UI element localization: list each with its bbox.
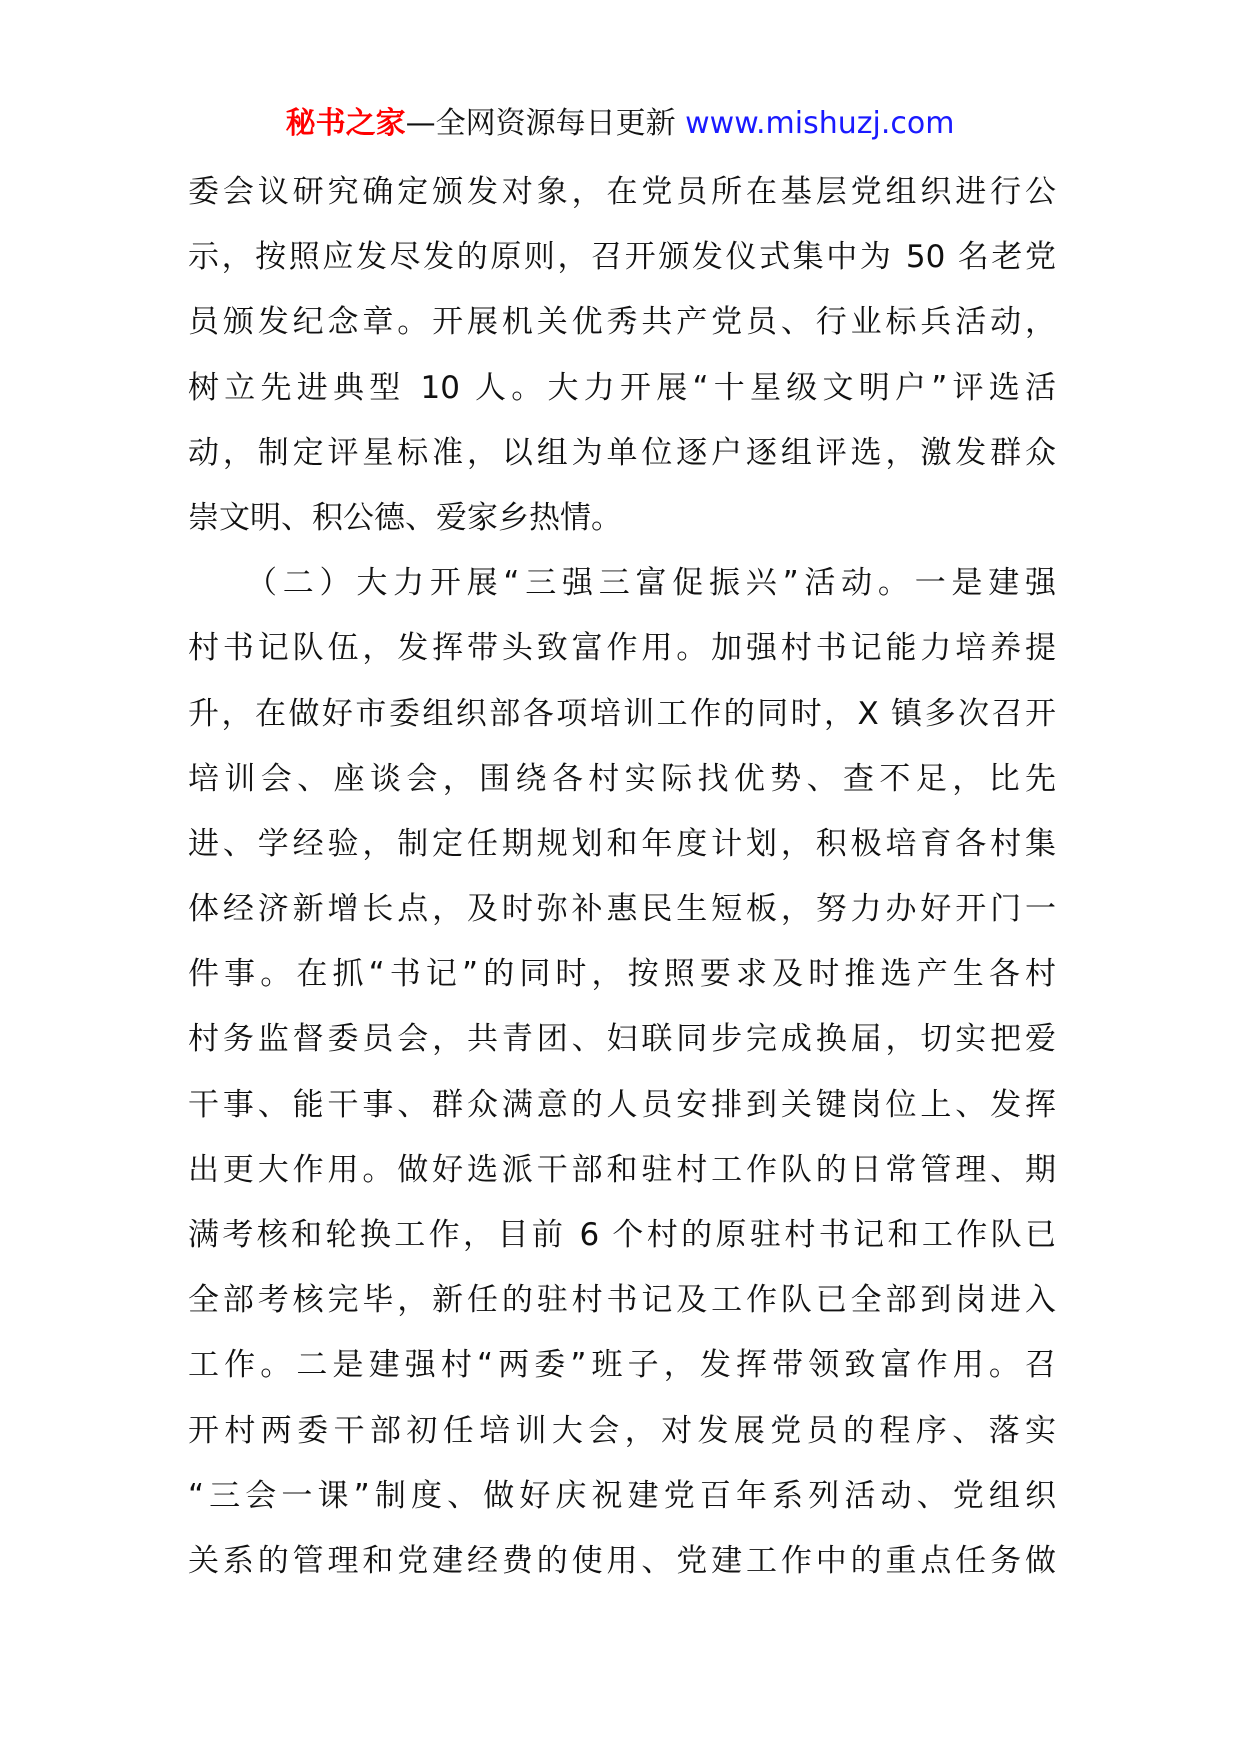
text-line: 员颁发纪念章。开展机关优秀共产党员、行业标兵活动，: [188, 304, 1056, 341]
text-line: 满考核和轮换工作，目前 6 个村的原驻村书记和工作队已: [188, 1217, 1056, 1253]
text-line: （二）大力开展“三强三富促振兴”活动。一是建强: [188, 565, 1056, 602]
site-brand: 秘书之家: [285, 106, 406, 141]
text-line: “三会一课”制度、做好庆祝建党百年系列活动、党组织: [188, 1477, 1056, 1514]
text-line: 进、学经验，制定任期规划和年度计划，积极培育各村集: [188, 825, 1056, 862]
text-line: 示，按照应发尽发的原则，召开颁发仪式集中为 50 名老党: [188, 239, 1056, 276]
text-line: 体经济新增长点，及时弥补惠民生短板，努力办好开门一: [188, 891, 1056, 928]
document-body: [188, 160, 1056, 1594]
text-line: 出更大作用。做好选派干部和驻村工作队的日常管理、期: [188, 1151, 1056, 1188]
site-header: [0, 100, 1240, 148]
text-line: 关系的管理和党建经费的使用、党建工作中的重点任务做: [188, 1542, 1056, 1579]
site-tagline: —全网资源每日更新: [405, 106, 676, 141]
text-line: 村务监督委员会，共青团、妇联同步完成换届，切实把爱: [188, 1021, 1056, 1058]
text-line: 干事、能干事、群众满意的人员安排到关键岗位上、发挥: [188, 1086, 1056, 1123]
text-line: 件事。在抓“书记”的同时，按照要求及时推选产生各村: [188, 956, 1056, 993]
text-line: 村书记队伍，发挥带头致富作用。加强村书记能力培养提: [188, 630, 1056, 667]
text-line: 工作。二是建强村“两委”班子，发挥带领致富作用。召: [188, 1347, 1056, 1384]
site-url-link[interactable]: www.mishuzj.com: [685, 106, 955, 141]
text-line: 开村两委干部初任培训大会，对发展党员的程序、落实: [188, 1412, 1056, 1449]
text-line: 树立先进典型 10 人。大力开展“十星级文明户”评选活: [188, 369, 1056, 406]
text-line: 全部考核完毕，新任的驻村书记及工作队已全部到岗进入: [188, 1282, 1056, 1319]
text-line: 升，在做好市委组织部各项培训工作的同时，X 镇多次召开: [188, 695, 1056, 732]
text-line: 崇文明、积公德、爱家乡热情。: [188, 499, 622, 536]
text-line: 委会议研究确定颁发对象，在党员所在基层党组织进行公: [188, 174, 1056, 210]
text-line: 培训会、座谈会，围绕各村实际找优势、查不足，比先: [188, 760, 1056, 797]
text-line: 动，制定评星标准，以组为单位逐户逐组评选，激发群众: [188, 434, 1056, 471]
